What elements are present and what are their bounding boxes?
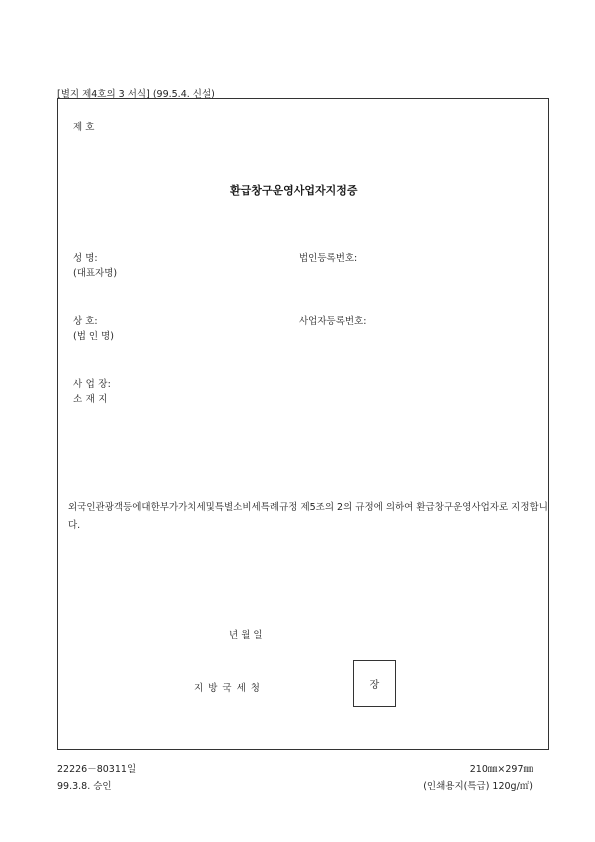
- approval-date: 99.3.8. 승인: [57, 781, 112, 792]
- business-registration-label: 사업자등록번호:: [299, 316, 367, 327]
- issuer-name: 지 방 국 세 청: [194, 683, 261, 694]
- corporate-registration-label: 법인등록번호:: [299, 253, 358, 264]
- paper-spec: (인쇄용지(특급) 120g/㎡): [423, 781, 533, 792]
- date-line: 년 월 일: [229, 630, 263, 641]
- representative-name-label: (대표자명): [73, 268, 118, 279]
- location-address-label: 소 재 지: [73, 394, 108, 405]
- form-code: 22226－80311일: [57, 764, 137, 775]
- designation-statement: 외국인관광객등에대한부가가치세및특별소비세특례규정 제5조의 2의 규정에 의하여 환급창구운영사업자로 지정합니다.: [68, 502, 548, 531]
- name-label: 성 명:: [73, 253, 98, 264]
- form-reference: [별지 제4호의 3 서식] (99.5.4. 신설): [57, 89, 215, 100]
- seal-label: 장: [369, 680, 380, 691]
- corporation-name-label: (법 인 명): [73, 331, 114, 342]
- paper-size: 210㎜×297㎜: [469, 764, 533, 775]
- seal-box: [353, 660, 396, 707]
- document-title: 환급창구운영사업자지정증: [230, 184, 358, 197]
- business-location-label: 사 업 장:: [73, 379, 111, 390]
- document-number-label: 제 호: [73, 122, 95, 133]
- trade-name-label: 상 호:: [73, 316, 98, 327]
